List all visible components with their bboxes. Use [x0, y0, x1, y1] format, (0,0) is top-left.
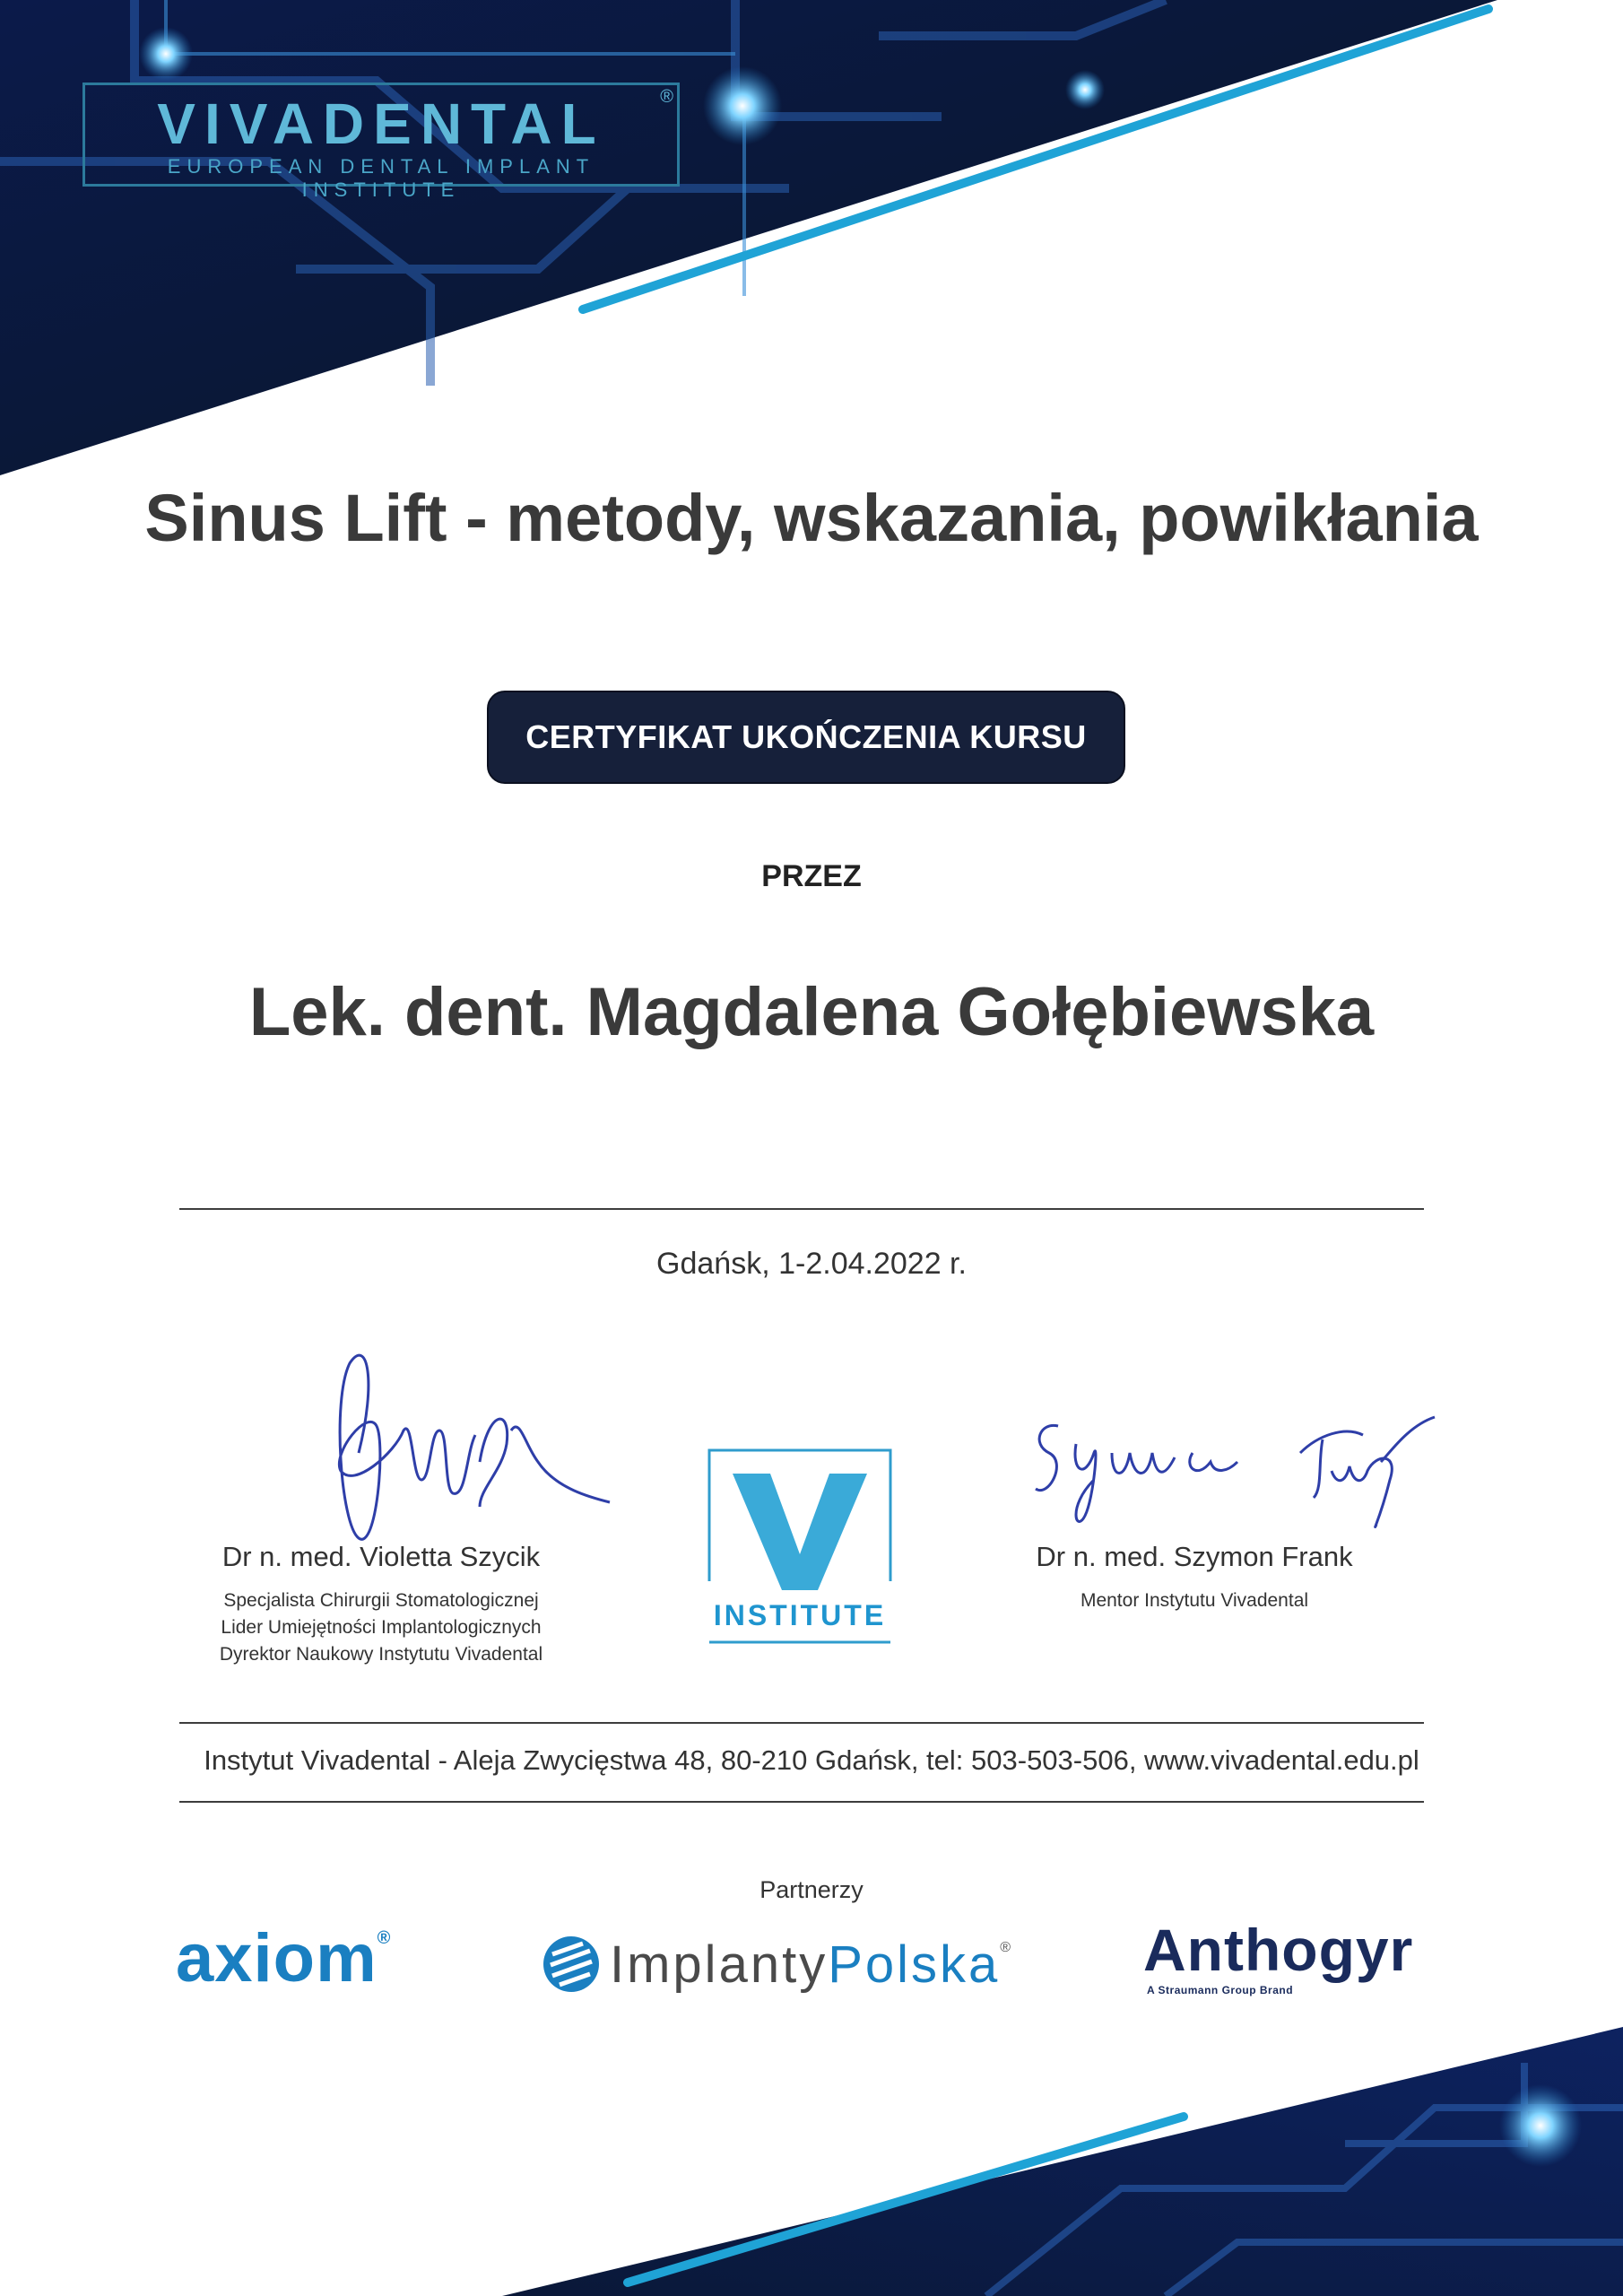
partner-anthogyr-logo — [1143, 1916, 1413, 1996]
registered-mark: ® — [377, 1928, 392, 1948]
by-label: PRZEZ — [761, 859, 862, 893]
certificate-badge — [487, 691, 1125, 784]
vivadental-logo — [82, 83, 680, 201]
signer-roles-1 — [202, 1587, 560, 1668]
certificate-badge-text: CERTYFIKAT UKOŃCZENIA KURSU — [525, 718, 1087, 755]
partner-anthogyr-name: Anthogyr — [1143, 1917, 1414, 1983]
partner-axiom-name: axiom — [176, 1920, 378, 1996]
divider-bottom — [179, 1801, 1424, 1803]
signer-role: Specjalista Chirurgii Stomatologicznej — [223, 1590, 539, 1611]
partner-axiom-logo — [176, 1919, 391, 1997]
registered-mark: ® — [660, 87, 673, 107]
course-title: Sinus Lift - metody, wskazania, powikłania — [144, 481, 1479, 555]
implanty-polska-icon — [542, 1935, 601, 1994]
signer-role: Mentor Instytutu Vivadental — [1080, 1590, 1309, 1611]
place-date: Gdańsk, 1-2.04.2022 r. — [656, 1247, 967, 1281]
institute-address: Instytut Vivadental - Aleja Zwycięstwa 48, 80-210 Gdańsk, tel: 503-503-506, www.vivadental.edu.pl — [204, 1744, 1419, 1776]
signer-role: Lider Umiejętności Implantologicznych — [221, 1617, 542, 1638]
footer-banner-art — [0, 2009, 1623, 2296]
signature-szycik — [323, 1345, 628, 1561]
partners-label: Partnerzy — [759, 1876, 864, 1903]
signer-role: Dyrektor Naukowy Instytutu Vivadental — [219, 1644, 543, 1665]
divider-middle — [179, 1722, 1424, 1724]
registered-mark: ® — [1000, 1940, 1011, 1955]
header-banner-art — [0, 0, 1623, 484]
brand-tagline: EUROPEAN DENTAL IMPLANT INSTITUTE — [167, 155, 595, 201]
signer-name-1: Dr n. med. Violetta Szycik — [221, 1541, 541, 1572]
partner-implanty-part1: Implanty — [610, 1935, 829, 1994]
partner-implanty-polska-logo — [542, 1928, 1011, 2000]
divider-top — [179, 1208, 1424, 1210]
recipient-name: Lek. dent. Magdalena Gołębiewska — [248, 974, 1375, 1050]
brand-name: VIVADENTAL — [157, 91, 605, 156]
partner-implanty-part2: Polska — [828, 1935, 1001, 1994]
partner-anthogyr-tagline: A Straumann Group Brand — [1147, 1984, 1294, 1996]
signature-frank — [1022, 1399, 1444, 1543]
signer-roles-2 — [1015, 1587, 1374, 1614]
institute-v-logo — [706, 1447, 894, 1644]
institute-label: INSTITUTE — [713, 1599, 887, 1631]
signer-name-2: Dr n. med. Szymon Frank — [1036, 1541, 1353, 1572]
